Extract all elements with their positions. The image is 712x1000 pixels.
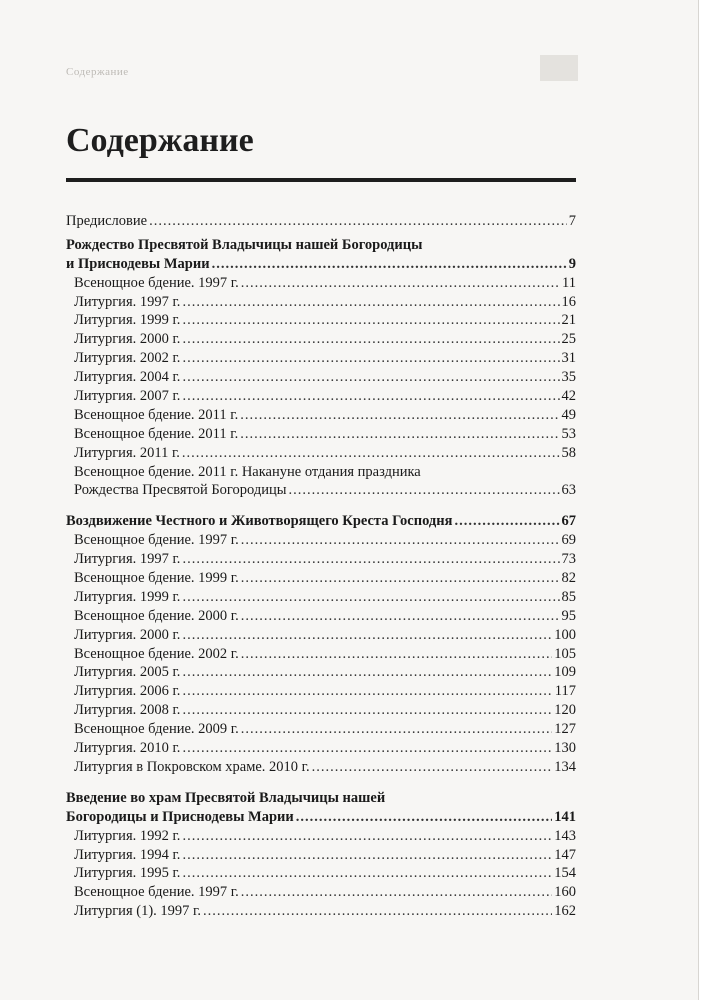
toc-entry[interactable]: Литургия. 2008 г. ..... 120: [66, 701, 576, 720]
table-of-contents: [66, 212, 576, 921]
toc-entry[interactable]: Всенощное бдение. 1999 г. ..... 82: [66, 569, 576, 588]
toc-entry[interactable]: Литургия. 1992 г. ..... 143: [66, 827, 576, 846]
toc-entry[interactable]: Рождества Пресвятой Богородицы ..... 63: [66, 481, 576, 500]
toc-entry[interactable]: Всенощное бдение. 2002 г. ..... 105: [66, 645, 576, 664]
toc-entry[interactable]: Всенощное бдение. 2009 г. ..... 127: [66, 720, 576, 739]
page-corner-mark: [540, 55, 578, 81]
toc-entry[interactable]: Литургия. 1995 г. ..... 154: [66, 864, 576, 883]
toc-entry[interactable]: Литургия в Покровском храме. 2010 г. ..... 134: [66, 758, 576, 777]
toc-section-presentation[interactable]: Богородицы и Приснодевы Марии ..... 141: [66, 808, 576, 827]
toc-section-presentation-title-line1[interactable]: Введение во храм Пресвятой Владычицы нашей: [66, 789, 386, 806]
toc-entry[interactable]: Всенощное бдение. 1997 г. ..... 160: [66, 883, 576, 902]
toc-entry[interactable]: Литургия. 1999 г. ..... 85: [66, 588, 576, 607]
toc-entry-wrapped-line1[interactable]: Всенощное бдение. 2011 г. Накануне отдания праздника: [74, 463, 421, 480]
toc-entry[interactable]: Литургия. 2010 г. ..... 130: [66, 739, 576, 758]
toc-entry[interactable]: Литургия. 1994 г. ..... 147: [66, 846, 576, 865]
toc-entry[interactable]: Литургия. 1999 г. ..... 21: [66, 311, 576, 330]
leader-dots: [212, 255, 567, 274]
toc-entry[interactable]: Литургия. 2007 г. ..... 42: [66, 387, 576, 406]
leader-dots: [296, 808, 552, 827]
toc-entry-preface[interactable]: Предисловие ..... 7: [66, 212, 576, 231]
toc-section-nativity-title-line1[interactable]: Рождество Пресвятой Владычицы нашей Богородицы: [66, 236, 423, 253]
leader-dots: [288, 481, 559, 500]
toc-entry[interactable]: Литургия. 1997 г. ..... 16: [66, 293, 576, 312]
toc-entry[interactable]: Литургия. 1997 г. ..... 73: [66, 550, 576, 569]
leader-dots: [149, 212, 567, 231]
toc-entry[interactable]: Всенощное бдение. 2000 г. ..... 95: [66, 607, 576, 626]
toc-entry[interactable]: Всенощное бдение. 2011 г. ..... 49: [66, 406, 576, 425]
title-rule: [66, 178, 576, 182]
toc-entry[interactable]: Литургия. 2000 г. ..... 25: [66, 330, 576, 349]
toc-entry[interactable]: Всенощное бдение. 1997 г. ..... 69: [66, 531, 576, 550]
toc-entry[interactable]: Литургия. 2002 г. ..... 31: [66, 349, 576, 368]
toc-entry[interactable]: Литургия. 2011 г. ..... 58: [66, 444, 576, 463]
toc-entry[interactable]: Всенощное бдение. 1997 г. ..... 11: [66, 274, 576, 293]
running-head: Содержание: [66, 66, 129, 78]
toc-entry[interactable]: Литургия. 2004 г. ..... 35: [66, 368, 576, 387]
toc-entry[interactable]: Литургия. 2006 г. ..... 117: [66, 682, 576, 701]
leader-dots: [454, 512, 559, 531]
toc-section-nativity[interactable]: и Приснодевы Марии ..... 9: [66, 255, 576, 274]
toc-entry[interactable]: Всенощное бдение. 2011 г. ..... 53: [66, 425, 576, 444]
toc-entry[interactable]: Литургия (1). 1997 г. ..... 162: [66, 902, 576, 921]
toc-section-exaltation[interactable]: Воздвижение Честного и Животворящего Креста Господня ..... 67: [66, 512, 576, 531]
toc-entry[interactable]: Литургия. 2000 г. ..... 100: [66, 626, 576, 645]
toc-entry[interactable]: Литургия. 2005 г. ..... 109: [66, 663, 576, 682]
page-title: Содержание: [66, 122, 254, 159]
